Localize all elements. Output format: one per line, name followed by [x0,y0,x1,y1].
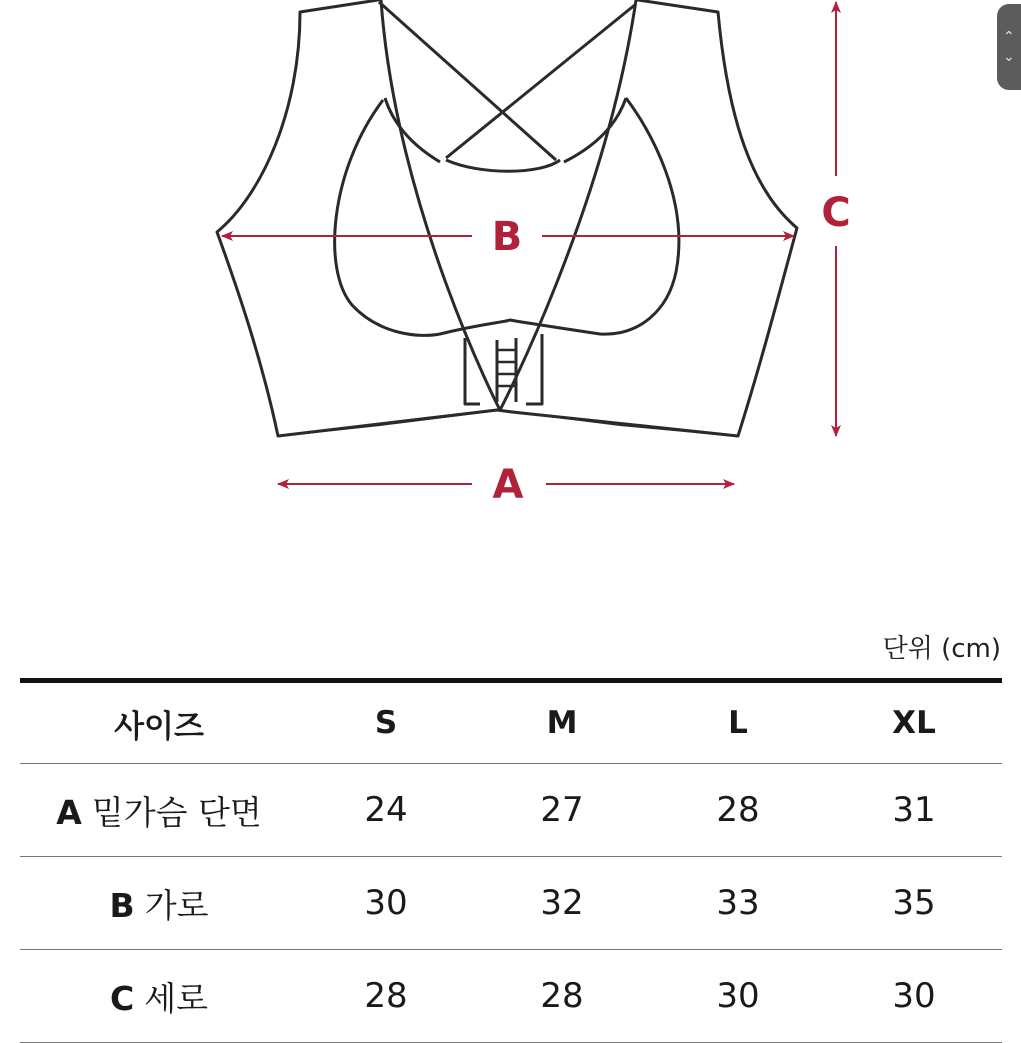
table-cell: 32 [540,883,584,923]
table-cell: 30 [892,976,936,1016]
table-row [20,857,1002,950]
dimension-arrows [222,2,836,484]
row-label-a [20,764,298,857]
chevron-down-icon: ⌄ [1003,49,1015,65]
header-s: S [374,705,398,741]
table-cell: 33 [716,883,760,923]
table-cell: 30 [716,976,760,1016]
row-label-text: 세로 [144,978,208,1018]
table-cell: 28 [364,976,408,1016]
size-table [20,678,1002,1043]
table-cell: 28 [540,976,584,1016]
row-label-text: 가로 [144,885,209,925]
header-m: M [546,705,578,741]
header-xl: XL [892,705,936,741]
row-letter: C [110,978,135,1018]
dimension-label-a: A [492,462,524,508]
chevron-up-icon: ⌃ [1003,29,1015,45]
row-letter: A [56,792,82,832]
table-row [20,764,1002,857]
scroll-handle[interactable] [997,4,1021,90]
table-cell: 27 [540,790,584,830]
unit-label: 단위 (cm) [882,634,1001,664]
table-header-row [20,681,1002,764]
row-letter: B [109,885,135,925]
header-size: 사이즈 [114,708,204,745]
header-l: L [728,705,748,741]
table-cell: 30 [364,883,408,923]
table-row [20,950,1002,1043]
table-cell: 31 [892,790,936,830]
table-cell: 35 [892,883,936,923]
row-label-text: 밑가슴 단면 [91,792,262,832]
dimension-label-c: C [821,190,851,236]
table-cell: 24 [364,790,408,830]
row-label-b [20,857,298,950]
table-cell: 28 [716,790,760,830]
dimension-label-b: B [491,214,523,260]
row-label-c [20,950,298,1043]
